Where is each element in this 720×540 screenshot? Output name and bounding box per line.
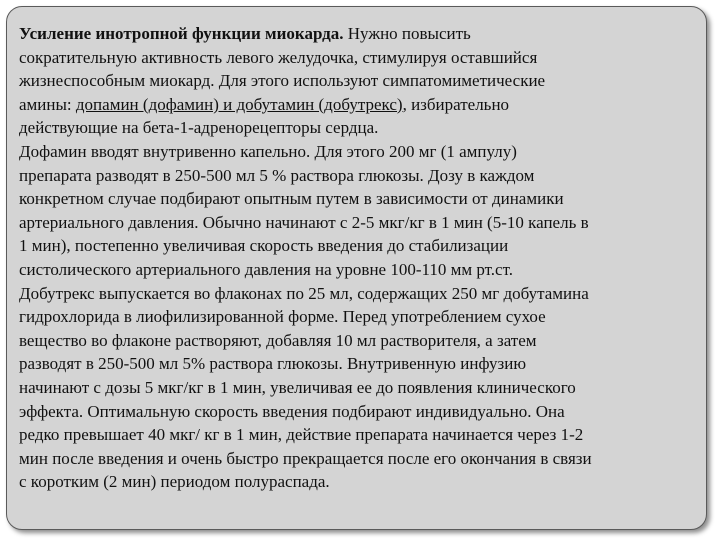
text-line: эффекта. Оптимальную скорость введения подбирают индивидуально. Она [19,401,565,421]
text-line: с коротким (2 мин) периодом полураспада. [19,472,330,492]
text-line [19,93,705,117]
text-line: сократительную активность левого желудочка, стимулируя оставшийся [19,47,538,67]
slide-body-text [19,22,705,494]
text-fragment: амины: [19,94,76,114]
text-fragment: Нужно повысить [343,24,471,43]
text-line: редко превышает 40 мкг/ кг в 1 мин, действие препарата начинается через 1-2 [19,425,584,445]
text-fragment: , избирательно [402,94,510,114]
text-line: артериального давления. Обычно начинают с 2-5 мкг/кг в 1 мин (5-10 капель в [19,212,589,232]
text-line: действующие на бета-1-адренорецепторы сердца. [19,118,379,138]
text-line: конкретном случае подбирают опытным путем в зависимости от динамики [19,189,564,209]
text-line: жизнеспособным миокард. Для этого используют симпатомиметические [19,71,546,91]
text-line: 1 мин), постепенно увеличивая скорость введения до стабилизации [19,236,509,256]
section-heading: Усиление инотропной функции миокарда. [19,24,344,43]
text-line: вещество во флаконе растворяют, добавляя 10 мл растворителя, а затем [19,330,537,350]
text-line: гидрохлорида в лиофилизированной форме. Перед употреблением сухое [19,307,546,327]
text-line: систолического артериального давления на уровне 100-110 мм рт.ст. [19,259,514,279]
text-line: разводят в 250-500 мл 5% раствора глюкозы. Внутривенную инфузию [19,354,527,374]
text-line: начинают с дозы 5 мкг/кг в 1 мин, увеличивая ее до появления клинического [19,377,576,397]
text-line: препарата разводят в 250-500 мл 5 % раствора глюкозы. Дозу в каждом [19,165,535,185]
text-line [19,22,705,46]
text-line: Добутрекс выпускается во флаконах по 25 мл, содержащих 250 мг добутамина [19,283,589,303]
text-line: мин после введения и очень быстро прекращается после его окончания в связи [19,448,592,468]
text-line: Дофамин вводят внутривенно капельно. Для этого 200 мг (1 ампулу) [19,141,517,161]
drug-names-underlined: допамин (дофамин) и добутамин (добутрекс) [75,94,403,114]
